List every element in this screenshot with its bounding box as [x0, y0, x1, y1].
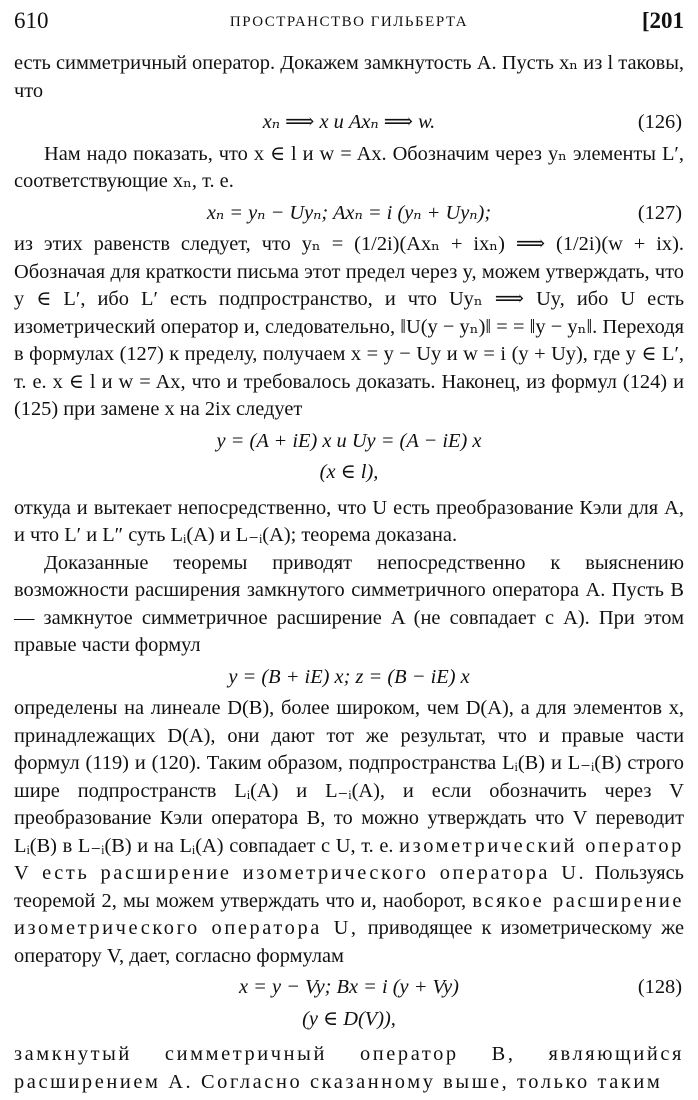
- equation-cayley: [14, 428, 684, 456]
- paragraph-2: Нам надо показать, что x ∈ l и w = Ax. Обозначим через yₙ элементы L′, соответствующие xₙ, т. е.: [14, 142, 684, 192]
- equation-number-126: (126): [637, 111, 682, 133]
- equation-cayley-text: y = (A + iE) x и Uy = (A − iE) x: [216, 429, 482, 452]
- equation-127: [14, 200, 684, 228]
- paragraph-3: из этих равенств следует, что yₙ = (1/2i)(Axₙ + ixₙ) ⟹ (1/2i)(w + ix). Обозначая для краткости письма этот предел через y, можем утверждать, что y ∈ L′, ибо L′ есть подпространство, и что Uyₙ ⟹ Uy, ибо U есть изометрический оператор и, следовательно, ‖U(y − yₙ)‖ = = ‖y − yₙ‖. Переходя в формулах (127) к пределу, получаем x = y − Uy и w = i (y + Uy), где y ∈ L′, т. е. x ∈ l и w = Ax, что и требовалось доказать. Наконец, из формул (124) и (125) при замене x на 2ix следует: [14, 233, 684, 420]
- equation-126: [14, 109, 684, 137]
- equation-extension-text: y = (B + iE) x; z = (B − iE) x: [228, 665, 470, 688]
- paragraph-1: есть симметричный оператор. Докажем замкнутость A. Пусть xₙ из l таковы, что: [14, 52, 684, 102]
- paragraph-6-part-e: приводящее к изометрическому же оператору V, дает, согласно формулам: [14, 917, 684, 967]
- section-number: [201: [641, 8, 684, 33]
- equation-128-domain: (y ∈ D(V)),: [302, 1007, 396, 1030]
- paragraph-6-part-a: определены на линеале D(B), более широком, чем D(A), а для элементов x, принадлежащих D(A), они дают тот же результат, что и правые части формул (119) и (120). Таким образом, подпространства Lᵢ(B) и L₋ᵢ(B) строго шире подпространств Lᵢ(A) и L₋ᵢ(A), и если обозначить через V преобразование Кэли оператора B, то можно утверждать что V переводит Lᵢ(B) в L₋ᵢ(B) и на Lᵢ(A) совпадает с U, т. е.: [14, 697, 684, 857]
- page-number: 610: [14, 8, 49, 33]
- equation-128-text: x = y − Vy; Bx = i (y + Vy): [239, 976, 459, 998]
- paragraph-5: Доказанные теоремы приводят непосредственно к выяснению возможности расширения замкнутого симметричного оператора A. Пусть B — замкнутое симметричное расширение A (не совпадает с A). При этом правые части формул: [14, 551, 684, 656]
- equation-number-128: (128): [637, 976, 682, 998]
- equation-number-127: (127): [637, 201, 682, 224]
- page-header: [14, 8, 684, 42]
- paragraph-7: замкнутый симметричный оператор B, являющийся расширением A. Согласно сказанному выше, только таким: [14, 1043, 684, 1093]
- running-title: ПРОСТРАНСТВО ГИЛЬБЕРТА: [229, 14, 469, 30]
- equation-127-text: xₙ = yₙ − Uyₙ; Axₙ = i (yₙ + Uyₙ);: [206, 201, 492, 224]
- paragraph-6-part-c: Пользуясь теоремой 2, мы можем утверждать что и, наоборот,: [14, 862, 684, 912]
- equation-extension: [14, 664, 684, 692]
- equation-128: [14, 974, 684, 1002]
- spaced-emphasis-1: изометрический оператор V есть расширение изометрического оператора U.: [14, 834, 684, 884]
- paragraph-4: откуда и вытекает непосредственно, что U есть преобразование Кэли для A, и что L′ и L″ суть Lᵢ(A) и L₋ᵢ(A); теорема доказана.: [14, 496, 684, 546]
- equation-126-text: xₙ ⟹ x и Axₙ ⟹ w.: [262, 111, 436, 133]
- paragraph-6: [14, 695, 684, 970]
- equation-cayley-domain: (x ∈ l),: [319, 461, 379, 483]
- page-body: [14, 50, 684, 1096]
- spaced-emphasis-2: всякое расширение изометрического оператора U,: [14, 889, 684, 939]
